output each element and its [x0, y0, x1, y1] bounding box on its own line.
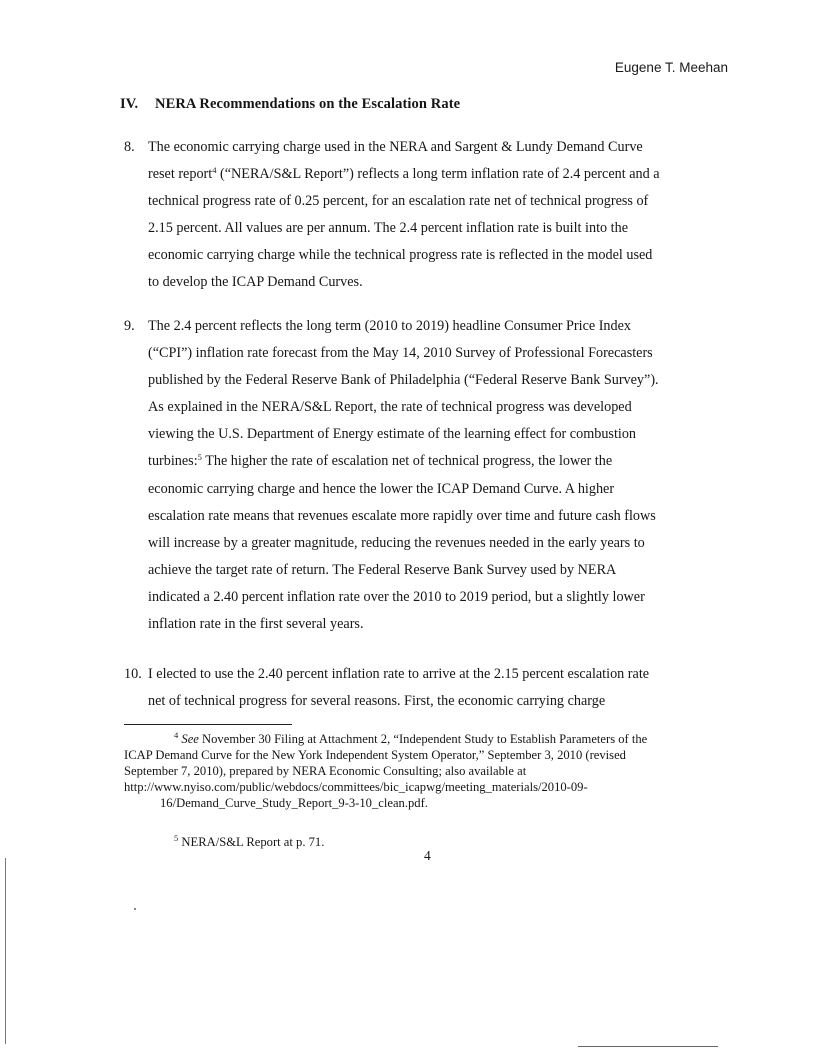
scan-edge-line [578, 1046, 718, 1047]
footnote-line: September 7, 2010), prepared by NERA Economic Consulting; also available at [124, 764, 527, 778]
footnote-mark: 5 [174, 833, 179, 843]
paragraph-line: economic carrying charge while the technical progress rate is reflected in the model used [148, 247, 653, 264]
footnote-text: NERA/S&L Report at p. 71. [181, 835, 325, 849]
paragraph-number: 10. [124, 666, 142, 682]
paragraph-number: 9. [124, 318, 135, 334]
paragraph-line: will increase by a greater magnitude, reducing the revenues needed in the early years to [148, 534, 645, 551]
scan-edge-line [5, 858, 6, 1044]
paragraph-9 [124, 313, 734, 638]
paragraph-line [124, 448, 734, 475]
footnote-line: ICAP Demand Curve for the New York Independent System Operator,” September 3, 2010 (revised [124, 748, 626, 762]
paragraph-number: 8. [124, 139, 135, 155]
paragraph-line: 2.15 percent. All values are per annum. The 2.4 percent inflation rate is built into the [148, 220, 628, 237]
footnote-line [124, 834, 744, 850]
paragraph-line: The economic carrying charge used in the NERA and Sargent & Lundy Demand Curve [148, 139, 643, 155]
paragraph-line: achieve the target rate of return. The Federal Reserve Bank Survey used by NERA [148, 561, 617, 578]
footnote-ref: 4 [212, 165, 217, 176]
section-number: IV. [120, 96, 139, 112]
footnote-ref: 5 [197, 452, 202, 463]
paragraph-line: escalation rate means that revenues escalate more rapidly over time and future cash flows [148, 507, 656, 524]
paragraph-line: technical progress rate of 0.25 percent, for an escalation rate net of technical progress of [148, 193, 649, 210]
paragraph-line: The 2.4 percent reflects the long term (2010 to 2019) headline Consumer Price Index [148, 318, 632, 334]
paragraph-line [124, 161, 734, 188]
footnote-5 [124, 834, 744, 850]
footnote-4 [124, 731, 744, 811]
footnote-line: 16/Demand_Curve_Study_Report_9-3-10_clean.pdf. [160, 796, 428, 810]
paragraph-line-rest: (“NERA/S&L Report”) reflects a long term inflation rate of 2.4 percent and a [220, 166, 660, 183]
scan-speck [134, 908, 136, 910]
paragraph-line: to develop the ICAP Demand Curves. [148, 274, 363, 291]
paragraph-line-rest: The higher the rate of escalation net of technical progress, the lower the [201, 453, 613, 470]
footnote-line: http://www.nyiso.com/public/webdocs/committees/bic_icapwg/meeting_materials/2010-09- [124, 780, 588, 794]
footnote-mark: 4 [174, 730, 179, 740]
section-heading [120, 96, 460, 113]
paragraph-line: net of technical progress for several reasons. First, the economic carrying charge [148, 693, 606, 710]
paragraph-line: published by the Federal Reserve Bank of Philadelphia (“Federal Reserve Bank Survey”). [148, 372, 659, 389]
paragraph-line-prefix: turbines: [148, 453, 198, 470]
paragraph-10 [124, 661, 734, 715]
paragraph-line: I elected to use the 2.40 percent inflation rate to arrive at the 2.15 percent escalation rate [148, 666, 650, 682]
section-title: NERA Recommendations on the Escalation Rate [155, 96, 461, 112]
footnote-see: See [181, 732, 199, 746]
paragraph-line: As explained in the NERA/S&L Report, the rate of technical progress was developed [148, 399, 632, 416]
paragraph-line-prefix: reset report [148, 166, 213, 183]
paragraph-line: viewing the U.S. Department of Energy estimate of the learning effect for combustion [148, 426, 637, 443]
page-header-author: Eugene T. Meehan [614, 60, 728, 75]
paragraph-line: indicated a 2.40 percent inflation rate over the 2010 to 2019 period, but a slightly lower [148, 588, 645, 605]
paragraph-8 [124, 134, 734, 297]
footnote-separator [124, 724, 292, 725]
footnote-line [124, 731, 744, 747]
footnote-text: November 30 Filing at Attachment 2, “Independent Study to Establish Parameters of the [198, 732, 648, 746]
paragraph-line: (“CPI”) inflation rate forecast from the May 14, 2010 Survey of Professional Forecasters [148, 345, 653, 362]
paragraph-line: inflation rate in the first several years. [148, 616, 364, 633]
paragraph-line: economic carrying charge and hence the lower the ICAP Demand Curve. A higher [148, 480, 615, 497]
page-number: 4 [424, 848, 431, 863]
